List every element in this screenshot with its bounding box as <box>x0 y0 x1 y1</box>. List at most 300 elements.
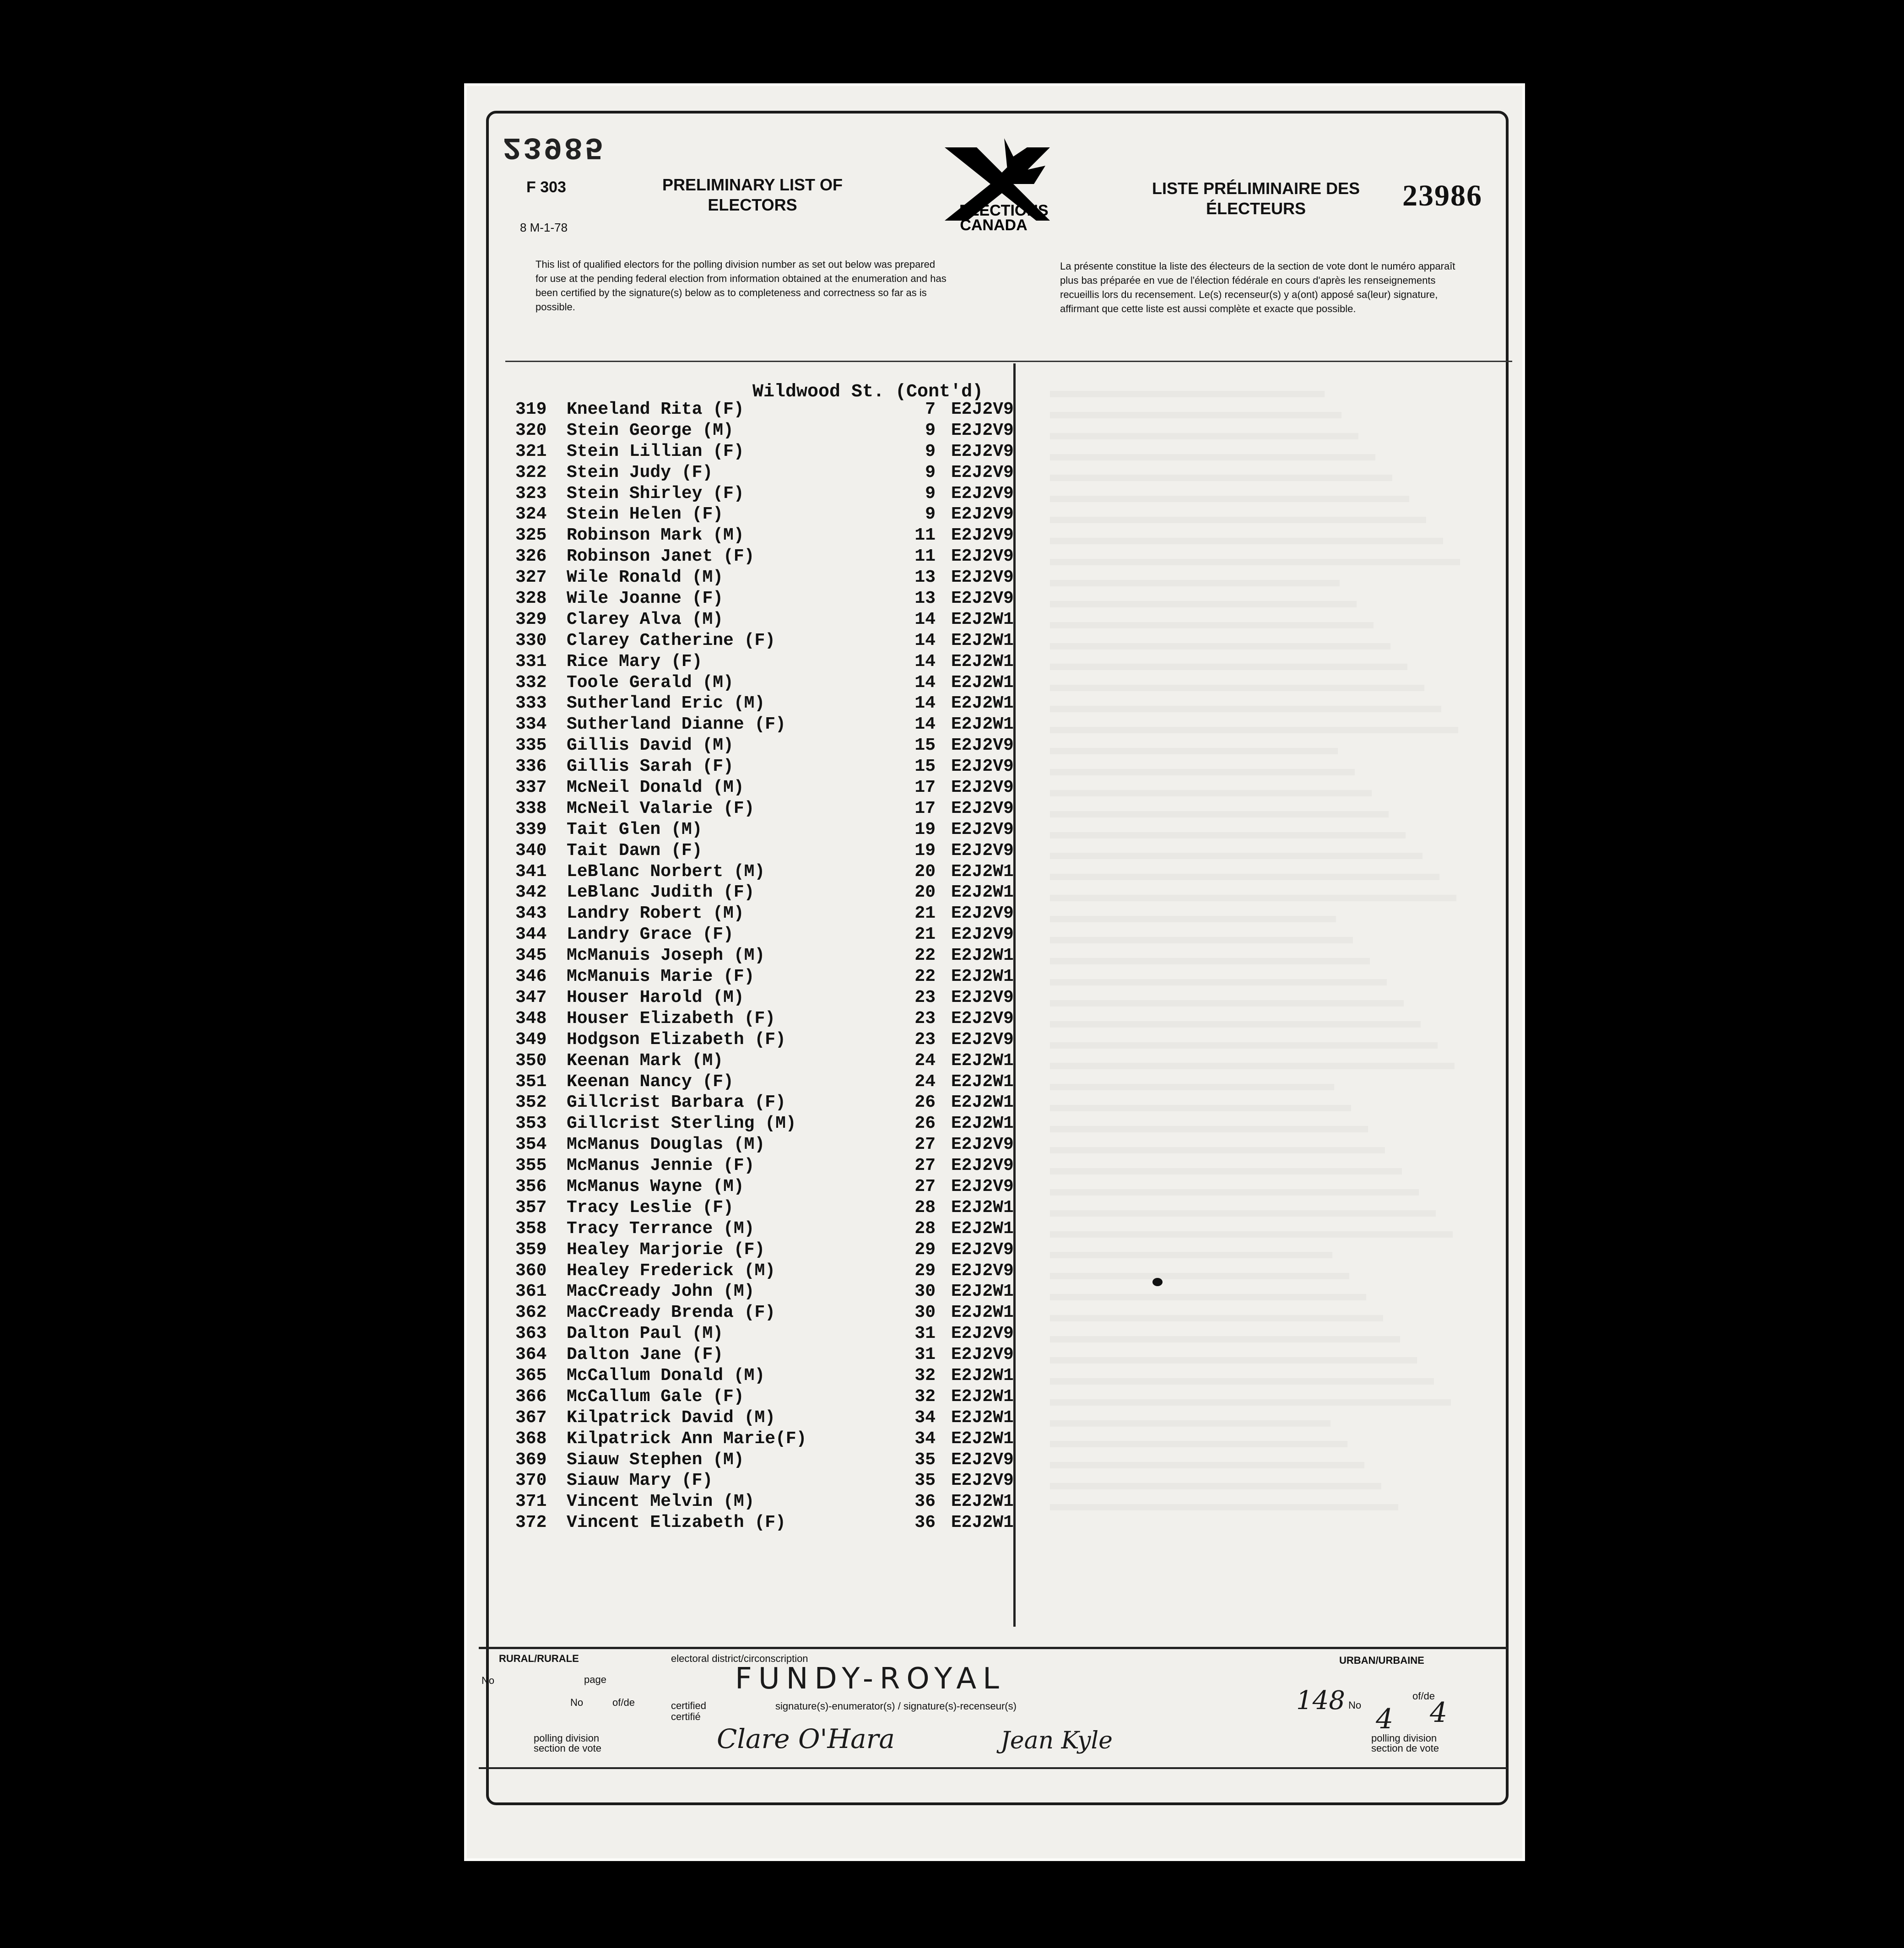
postal-code: E2J2W1 <box>951 1218 1014 1239</box>
elector-name: Tracy Terrance (M) <box>567 1218 755 1239</box>
elector-name: Houser Elizabeth (F) <box>567 1008 776 1028</box>
elector-name: Gillcrist Barbara (F) <box>567 1093 786 1113</box>
elector-number: 363 <box>515 1324 547 1344</box>
street-number: 17 <box>914 798 936 818</box>
ink-spot <box>1152 1278 1163 1286</box>
postal-code: E2J2W1 <box>951 1050 1014 1071</box>
postal-code: E2J2V9 <box>951 1135 1014 1155</box>
postal-code: E2J2V9 <box>951 400 1014 419</box>
elector-number: 344 <box>515 925 547 945</box>
bleed-through-text <box>1032 376 1489 1630</box>
postal-code: E2J2W1 <box>951 861 1014 882</box>
elector-name: LeBlanc Norbert (M) <box>567 861 765 882</box>
elector-row <box>515 819 1019 840</box>
elector-number: 357 <box>515 1197 547 1218</box>
elector-row <box>515 693 1019 714</box>
elector-name: Stein George (M) <box>567 420 734 440</box>
street-number: 14 <box>914 693 936 714</box>
elector-number: 353 <box>515 1114 547 1134</box>
street-number: 26 <box>914 1093 936 1113</box>
bleed-through-line <box>1050 733 1338 754</box>
page-total-handwritten: 4 <box>1430 1697 1448 1729</box>
elector-number: 342 <box>515 882 547 903</box>
signature-enumerator-1: Clare O'Hara <box>717 1723 895 1754</box>
bleed-through-line <box>1050 880 1456 901</box>
elector-name: McManuis Joseph (M) <box>567 946 765 966</box>
bleed-through-line <box>1050 481 1409 502</box>
elector-number: 347 <box>515 987 547 1007</box>
elector-name: Gillcrist Sterling (M) <box>567 1114 796 1134</box>
street-number: 19 <box>914 840 936 860</box>
elector-number: 331 <box>515 651 547 671</box>
bleed-through-line <box>1050 1006 1421 1028</box>
elector-name: Tait Glen (M) <box>567 819 703 839</box>
elector-number: 346 <box>515 967 547 987</box>
bleed-through-line <box>1050 1279 1366 1300</box>
bleed-through-line <box>1050 796 1389 817</box>
elector-name: MacCready Brenda (F) <box>567 1303 776 1323</box>
bleed-through-line <box>1050 1364 1434 1385</box>
elector-number: 360 <box>515 1261 547 1281</box>
street-number: 28 <box>914 1218 936 1239</box>
postal-code: E2J2V9 <box>951 483 1014 503</box>
bleed-through-line <box>1050 1385 1451 1406</box>
elector-number: 348 <box>515 1008 547 1028</box>
postal-code: E2J2V9 <box>951 1008 1014 1028</box>
document-number: 23986 <box>1402 179 1482 212</box>
elector-name: Robinson Janet (F) <box>567 547 755 567</box>
elector-name: Vincent Elizabeth (F) <box>567 1513 786 1533</box>
elector-row <box>515 1450 1019 1471</box>
bleed-through-line <box>1050 397 1341 418</box>
elector-number: 334 <box>515 714 547 735</box>
postal-code: E2J2V9 <box>951 1471 1014 1491</box>
elector-row <box>515 441 1019 462</box>
elector-name: McCallum Gale (F) <box>567 1386 744 1407</box>
elector-number: 320 <box>515 420 547 440</box>
elector-row <box>515 1512 1019 1533</box>
polling-division-handwritten: 148 <box>1296 1686 1345 1715</box>
bleed-through-line <box>1050 1090 1351 1111</box>
elector-name: Houser Harold (M) <box>567 987 744 1007</box>
elector-row <box>515 1008 1019 1029</box>
elector-number: 339 <box>515 819 547 839</box>
bleed-through-line <box>1050 817 1406 839</box>
bleed-through-line <box>1050 1406 1331 1427</box>
elector-number: 370 <box>515 1471 547 1491</box>
elector-list <box>515 399 1019 1533</box>
elector-name: McNeil Valarie (F) <box>567 798 755 818</box>
postal-code: E2J2W1 <box>951 693 1014 714</box>
postal-code: E2J2V9 <box>951 798 1014 818</box>
street-number: 22 <box>914 946 936 966</box>
elector-row <box>515 1365 1019 1386</box>
street-number: 9 <box>925 483 936 503</box>
postal-code: E2J2W1 <box>951 946 1014 966</box>
elector-number: 361 <box>515 1282 547 1302</box>
rural-page-label: page <box>584 1674 606 1685</box>
postal-code: E2J2V9 <box>951 925 1014 945</box>
elector-row <box>515 1176 1019 1197</box>
elector-name: Tait Dawn (F) <box>567 840 703 860</box>
street-number: 15 <box>914 757 936 777</box>
intro-paragraph-french: La présente constitue la liste des électeurs de la section de vote dont le numéro apparaît plus bas préparée en vue de l'élection fédérale en cours d'après les renseignements recueillis lors du recensement. Le(s) recenseur(s) y a(ont) apposé sa(leur) signature, affirmant que cette liste est aussi complète et exacte que possible. <box>1060 260 1455 314</box>
postal-code: E2J2W1 <box>951 1197 1014 1218</box>
elector-row <box>515 462 1019 483</box>
elector-name: McManus Wayne (M) <box>567 1176 744 1196</box>
elector-number: 355 <box>515 1156 547 1176</box>
elector-number: 362 <box>515 1303 547 1323</box>
elector-number: 327 <box>515 568 547 588</box>
bleed-through-line <box>1050 754 1355 775</box>
bleed-through-line <box>1050 607 1374 628</box>
elector-row <box>515 1092 1019 1113</box>
bleed-through-line <box>1050 670 1424 691</box>
postal-code: E2J2W1 <box>951 1093 1014 1113</box>
elector-name: Siauw Mary (F) <box>567 1471 713 1491</box>
postal-code: E2J2W1 <box>951 1303 1014 1323</box>
elector-name: Vincent Melvin (M) <box>567 1492 755 1512</box>
elector-row <box>515 1302 1019 1323</box>
street-number: 13 <box>914 589 936 609</box>
postal-code: E2J2V9 <box>951 462 1014 482</box>
bleed-through-line <box>1050 922 1353 943</box>
elector-row <box>515 1386 1019 1407</box>
bleed-through-line <box>1050 523 1443 544</box>
postal-code: E2J2W1 <box>951 651 1014 671</box>
postal-code: E2J2V9 <box>951 420 1014 440</box>
rural-no-label: No <box>481 1675 495 1686</box>
elector-row <box>515 840 1019 861</box>
rural-page-no-label: No <box>570 1697 584 1708</box>
postal-code: E2J2V9 <box>951 525 1014 546</box>
bleed-through-line <box>1050 1258 1349 1279</box>
postal-code: E2J2W1 <box>951 609 1014 629</box>
elector-row <box>515 546 1019 567</box>
elector-name: Gillis Sarah (F) <box>567 757 734 777</box>
street-number: 34 <box>914 1429 936 1449</box>
elector-name: Wile Joanne (F) <box>567 589 724 609</box>
urban-polling-division-label: polling division section de vote <box>1371 1732 1439 1754</box>
elector-row <box>515 861 1019 882</box>
elector-name: Sutherland Dianne (F) <box>567 714 786 735</box>
elector-name: Sutherland Eric (M) <box>567 693 765 714</box>
elector-number: 352 <box>515 1093 547 1113</box>
bleed-through-line <box>1050 691 1441 712</box>
elector-row <box>515 504 1019 525</box>
elector-number: 343 <box>515 904 547 924</box>
elector-row <box>515 1218 1019 1239</box>
elector-name: LeBlanc Judith (F) <box>567 882 755 903</box>
bleed-through-line <box>1050 1069 1334 1090</box>
elector-row <box>515 525 1019 546</box>
elector-name: Siauw Stephen (M) <box>567 1450 744 1470</box>
certified-label: certified certifié <box>671 1700 707 1722</box>
elector-name: MacCready John (M) <box>567 1282 755 1302</box>
elector-number: 326 <box>515 547 547 567</box>
street-number: 20 <box>914 861 936 882</box>
postal-code: E2J2W1 <box>951 1282 1014 1302</box>
elector-row <box>515 1429 1019 1450</box>
street-number: 17 <box>914 778 936 798</box>
bleed-through-line <box>1050 964 1387 985</box>
elector-number: 365 <box>515 1365 547 1385</box>
urban-label: URBAN/URBAINE <box>1339 1655 1424 1666</box>
elector-row <box>515 1071 1019 1093</box>
postal-code: E2J2V9 <box>951 1176 1014 1196</box>
postal-code: E2J2W1 <box>951 1365 1014 1385</box>
bleed-through-line <box>1050 1468 1381 1489</box>
postal-code: E2J2V9 <box>951 1324 1014 1344</box>
bleed-through-line <box>1050 439 1375 460</box>
elector-name: Kneeland Rita (F) <box>567 400 744 419</box>
bleed-through-line <box>1050 712 1458 733</box>
elector-name: Landry Robert (M) <box>567 904 744 924</box>
street-number: 34 <box>914 1407 936 1428</box>
street-number: 29 <box>914 1261 936 1281</box>
elector-number: 369 <box>515 1450 547 1470</box>
street-number: 14 <box>914 609 936 629</box>
elector-name: Tracy Leslie (F) <box>567 1197 734 1218</box>
postal-code: E2J2V9 <box>951 1261 1014 1281</box>
elector-number: 329 <box>515 609 547 629</box>
postal-code: E2J2W1 <box>951 630 1014 650</box>
postal-code: E2J2V9 <box>951 1029 1014 1050</box>
elector-number: 323 <box>515 483 547 503</box>
street-number: 36 <box>914 1513 936 1533</box>
elector-row <box>515 1197 1019 1218</box>
elector-number: 368 <box>515 1429 547 1449</box>
street-number: 26 <box>914 1114 936 1134</box>
elector-name: Dalton Paul (M) <box>567 1324 724 1344</box>
elector-number: 340 <box>515 840 547 860</box>
postal-code: E2J2V9 <box>951 1156 1014 1176</box>
header-divider <box>505 361 1512 362</box>
bleed-through-line <box>1050 1153 1402 1174</box>
elector-number: 359 <box>515 1239 547 1260</box>
elector-row <box>515 672 1019 693</box>
elector-row <box>515 1281 1019 1302</box>
elector-row <box>515 609 1019 630</box>
street-number: 24 <box>914 1050 936 1071</box>
elector-row <box>515 735 1019 756</box>
postal-code: E2J2W1 <box>951 967 1014 987</box>
elector-row <box>515 567 1019 588</box>
elector-name: Healey Marjorie (F) <box>567 1239 765 1260</box>
street-number: 14 <box>914 651 936 671</box>
elector-name: Robinson Mark (M) <box>567 525 744 546</box>
bleed-through-line <box>1050 1238 1332 1259</box>
elector-name: Stein Lillian (F) <box>567 441 744 461</box>
elector-row <box>515 1261 1019 1282</box>
bleed-through-line <box>1050 859 1439 880</box>
elector-row <box>515 420 1019 441</box>
elector-number: 332 <box>515 672 547 693</box>
elector-row <box>515 1407 1019 1429</box>
bleed-through-line <box>1050 502 1426 523</box>
street-number: 21 <box>914 904 936 924</box>
bleed-through-line <box>1050 628 1390 649</box>
street-number: 35 <box>914 1450 936 1470</box>
street-number: 15 <box>914 736 936 756</box>
bleed-through-line <box>1050 1217 1453 1238</box>
urban-no-label: No <box>1348 1699 1362 1711</box>
street-number: 9 <box>925 420 936 440</box>
street-number: 23 <box>914 1029 936 1050</box>
street-number: 14 <box>914 630 936 650</box>
elector-row <box>515 987 1019 1008</box>
elector-name: Rice Mary (F) <box>567 651 703 671</box>
bleed-through-line <box>1050 565 1340 586</box>
district-handwritten: FUNDY-ROYAL <box>735 1662 1006 1696</box>
elector-row <box>515 1029 1019 1050</box>
rural-label: RURAL/RURALE <box>499 1653 579 1664</box>
postal-code: E2J2V9 <box>951 568 1014 588</box>
elector-number: 350 <box>515 1050 547 1071</box>
bleed-through-line <box>1050 943 1370 964</box>
elector-number: 371 <box>515 1492 547 1512</box>
street-number: 27 <box>914 1176 936 1196</box>
bleed-through-line <box>1050 985 1404 1006</box>
street-number: 23 <box>914 987 936 1007</box>
elector-row <box>515 903 1019 924</box>
street-number: 31 <box>914 1324 936 1344</box>
elector-row <box>515 945 1019 966</box>
street-number: 23 <box>914 1008 936 1028</box>
street-number: 27 <box>914 1156 936 1176</box>
elector-name: McManus Jennie (F) <box>567 1156 755 1176</box>
bleed-through-line <box>1050 1028 1438 1049</box>
postal-code: E2J2V9 <box>951 840 1014 860</box>
street-number: 19 <box>914 819 936 839</box>
elector-name: McManuis Marie (F) <box>567 967 755 987</box>
elector-name: Clarey Catherine (F) <box>567 630 776 650</box>
title-english: PRELIMINARY LIST OF ELECTORS <box>662 175 843 214</box>
elector-name: McManus Douglas (M) <box>567 1135 765 1155</box>
street-number: 31 <box>914 1345 936 1365</box>
intro-paragraph-english: This list of qualified electors for the polling division number as set out below was prepared for use at the pending federal election from information obtained at the enumeration and has been certified by the signature(s) below as to completeness and correctness so far as is possible. <box>536 259 947 313</box>
postal-code: E2J2V9 <box>951 1345 1014 1365</box>
street-number: 28 <box>914 1197 936 1218</box>
elector-number: 341 <box>515 861 547 882</box>
street-number: 7 <box>925 400 936 419</box>
bleed-through-line <box>1050 460 1392 482</box>
street-number: 21 <box>914 925 936 945</box>
street-number: 32 <box>914 1386 936 1407</box>
elector-number: 322 <box>515 462 547 482</box>
elector-number: 349 <box>515 1029 547 1050</box>
elector-number: 337 <box>515 778 547 798</box>
bleed-through-line <box>1050 1489 1398 1510</box>
street-number: 36 <box>914 1492 936 1512</box>
elector-number: 319 <box>515 400 547 419</box>
elector-name: Dalton Jane (F) <box>567 1345 724 1365</box>
street-number: 35 <box>914 1471 936 1491</box>
bleed-through-line <box>1050 1342 1417 1364</box>
bleed-through-line <box>1050 418 1358 439</box>
elector-row <box>515 651 1019 672</box>
page-number-handwritten: 4 <box>1376 1703 1394 1735</box>
elector-number: 335 <box>515 736 547 756</box>
postal-code: E2J2W1 <box>951 1114 1014 1134</box>
postal-code: E2J2V9 <box>951 778 1014 798</box>
elector-number: 364 <box>515 1345 547 1365</box>
elector-row <box>515 1491 1019 1512</box>
street-number: 24 <box>914 1071 936 1092</box>
elector-number: 356 <box>515 1176 547 1196</box>
signature-label: signature(s)-enumerator(s) / signature(s)-recenseur(s) <box>775 1700 1017 1712</box>
street-number: 29 <box>914 1239 936 1260</box>
elector-row <box>515 483 1019 504</box>
bleed-through-line <box>1050 775 1372 796</box>
elector-row <box>515 924 1019 945</box>
bleed-through-line <box>1050 901 1336 922</box>
postal-code: E2J2V9 <box>951 547 1014 567</box>
elector-name: Hodgson Elizabeth (F) <box>567 1029 786 1050</box>
title-french: LISTE PRÉLIMINAIRE DES ÉLECTEURS <box>1152 179 1360 218</box>
street-number: 30 <box>914 1282 936 1302</box>
street-number: 14 <box>914 714 936 735</box>
street-number: 11 <box>914 525 936 546</box>
elector-row <box>515 777 1019 798</box>
elector-name: McCallum Donald (M) <box>567 1365 765 1385</box>
form-number: F 303 <box>526 179 566 196</box>
elector-row <box>515 1050 1019 1071</box>
bleed-through-line <box>1050 1174 1419 1196</box>
postal-code: E2J2V9 <box>951 504 1014 525</box>
elector-row <box>515 1113 1019 1134</box>
district-label: electoral district/circonscription <box>671 1653 808 1664</box>
elector-name: Clarey Alva (M) <box>567 609 724 629</box>
mirrored-document-number: 23985 <box>503 129 606 164</box>
elector-name: Toole Gerald (M) <box>567 672 734 693</box>
postal-code: E2J2W1 <box>951 882 1014 903</box>
elector-number: 366 <box>515 1386 547 1407</box>
postal-code: E2J2V9 <box>951 441 1014 461</box>
elector-row <box>515 798 1019 819</box>
urban-of-label: of/de <box>1412 1690 1435 1702</box>
elector-number: 328 <box>515 589 547 609</box>
rural-of-label: of/de <box>612 1697 635 1708</box>
bleed-through-line <box>1050 544 1460 565</box>
street-number: 32 <box>914 1365 936 1385</box>
postal-code: E2J2W1 <box>951 1429 1014 1449</box>
street-number: 9 <box>925 462 936 482</box>
elector-number: 325 <box>515 525 547 546</box>
elector-row <box>515 630 1019 651</box>
bleed-through-line <box>1050 586 1357 607</box>
elector-row <box>515 399 1019 420</box>
elector-number: 321 <box>515 441 547 461</box>
signature-enumerator-2: Jean Kyle <box>1001 1727 1113 1754</box>
elector-row <box>515 1155 1019 1176</box>
elector-name: Landry Grace (F) <box>567 925 734 945</box>
elector-row <box>515 882 1019 903</box>
postal-code: E2J2V9 <box>951 757 1014 777</box>
postal-code: E2J2V9 <box>951 904 1014 924</box>
bleed-through-line <box>1050 1321 1400 1342</box>
elector-row <box>515 1134 1019 1155</box>
elector-number: 354 <box>515 1135 547 1155</box>
postal-code: E2J2W1 <box>951 672 1014 693</box>
elector-row <box>515 1323 1019 1344</box>
elector-number: 338 <box>515 798 547 818</box>
postal-code: E2J2V9 <box>951 589 1014 609</box>
street-number: 14 <box>914 672 936 693</box>
elector-number: 358 <box>515 1218 547 1239</box>
street-number: 9 <box>925 441 936 461</box>
document-page <box>464 83 1525 1861</box>
